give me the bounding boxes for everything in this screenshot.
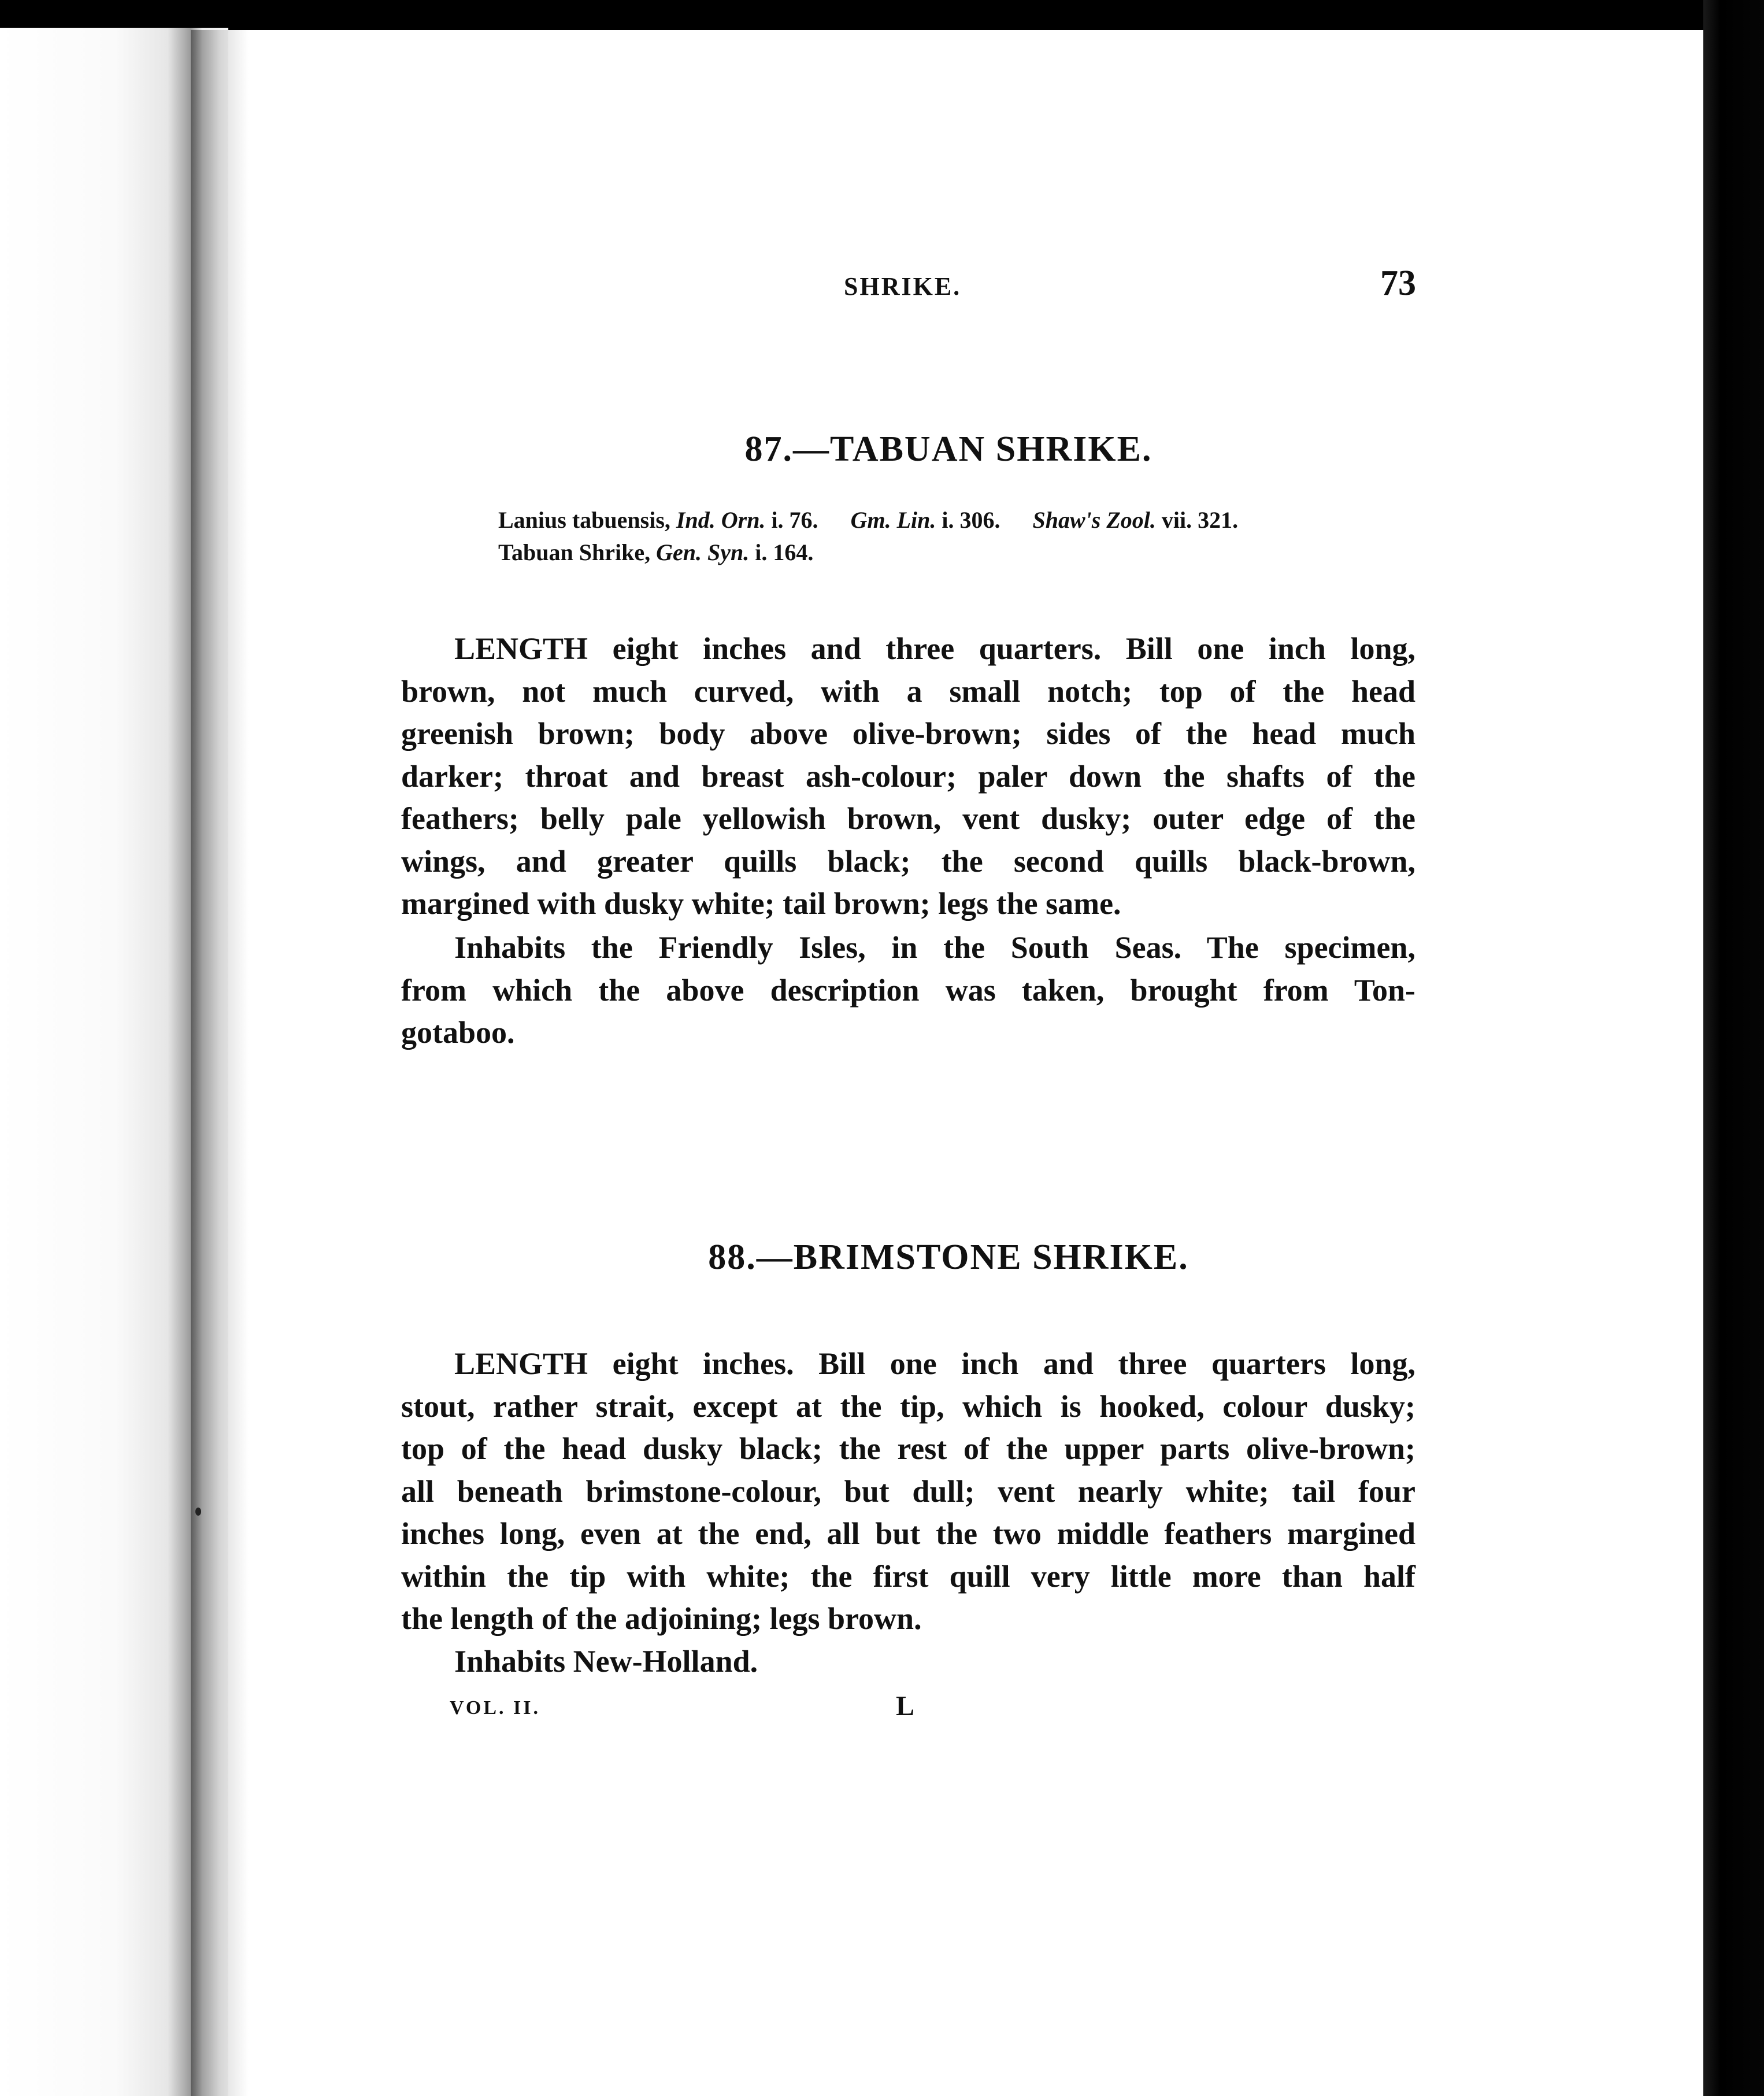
text-line: from which the above description was taken, brought from Ton- bbox=[401, 972, 1415, 1008]
signature-mark: L bbox=[896, 1691, 915, 1721]
text-line: darker; throat and breast ash-colour; paler down the shafts of the bbox=[401, 758, 1415, 794]
reference-work: Ind. Orn. bbox=[676, 507, 766, 533]
text-line: LENGTH eight inches and three quarters. Bill one inch long, bbox=[454, 631, 1415, 666]
reference-name: Tabuan Shrike, bbox=[498, 539, 651, 565]
entry-heading-88: 88.—BRIMSTONE SHRIKE. bbox=[708, 1238, 1189, 1277]
habitat-paragraph bbox=[401, 927, 1415, 1054]
text-line: margined with dusky white; tail brown; legs the same. bbox=[401, 886, 1121, 921]
text-line: Inhabits New-Holland. bbox=[454, 1644, 758, 1679]
binding-shadow bbox=[191, 30, 249, 2096]
scan-speck bbox=[195, 1508, 201, 1516]
reference-work: Gen. Syn. bbox=[656, 539, 750, 565]
text-line: all beneath brimstone-colour, but dull; vent nearly white; tail four bbox=[401, 1473, 1415, 1509]
text-line: the length of the adjoining; legs brown. bbox=[401, 1601, 922, 1636]
text-line: brown, not much curved, with a small notch; top of the head bbox=[401, 673, 1415, 709]
text-line: top of the head dusky black; the rest of the upper parts olive-brown; bbox=[401, 1431, 1415, 1466]
scan-border-top bbox=[0, 0, 1764, 30]
running-head: SHRIKE. bbox=[844, 272, 962, 301]
description-paragraph bbox=[401, 1343, 1415, 1640]
page-number: 73 bbox=[1380, 264, 1416, 303]
habitat-paragraph bbox=[401, 1640, 1415, 1683]
reference-locator: i. 76. bbox=[771, 507, 818, 533]
reference-locator: i. 164. bbox=[755, 539, 814, 565]
reference-locator: vii. 321. bbox=[1161, 507, 1239, 533]
reference-name: Lanius tabuensis, bbox=[498, 507, 670, 533]
reference-work: Gm. Lin. bbox=[850, 507, 936, 533]
text-line: inches long, even at the end, all but the two middle feathers margined bbox=[401, 1516, 1415, 1551]
text-line: within the tip with white; the first quill very little more than half bbox=[401, 1558, 1415, 1594]
description-paragraph bbox=[401, 628, 1415, 925]
book-page bbox=[228, 30, 1703, 2096]
synonymy-references bbox=[498, 504, 1238, 569]
text-line: greenish brown; body above olive-brown; sides of the head much bbox=[401, 716, 1415, 751]
text-line: gotaboo. bbox=[401, 1015, 515, 1050]
text-line: LENGTH eight inches. Bill one inch and three quarters long, bbox=[454, 1346, 1415, 1381]
entry-heading-87: 87.—TABUAN SHRIKE. bbox=[744, 429, 1152, 469]
reference-line bbox=[498, 504, 1238, 536]
text-line: feathers; belly pale yellowish brown, vent dusky; outer edge of the bbox=[401, 801, 1415, 836]
scan-border-right bbox=[1703, 0, 1764, 2096]
text-line: Inhabits the Friendly Isles, in the South Seas. The specimen, bbox=[454, 930, 1415, 965]
reference-work: Shaw's Zool. bbox=[1032, 507, 1156, 533]
text-line: stout, rather strait, except at the tip, which is hooked, colour dusky; bbox=[401, 1388, 1415, 1424]
text-line: wings, and greater quills black; the second quills black-brown, bbox=[401, 843, 1415, 879]
reference-line bbox=[498, 536, 1238, 569]
volume-mark: VOL. II. bbox=[450, 1697, 540, 1719]
reference-locator: i. 306. bbox=[942, 507, 1000, 533]
